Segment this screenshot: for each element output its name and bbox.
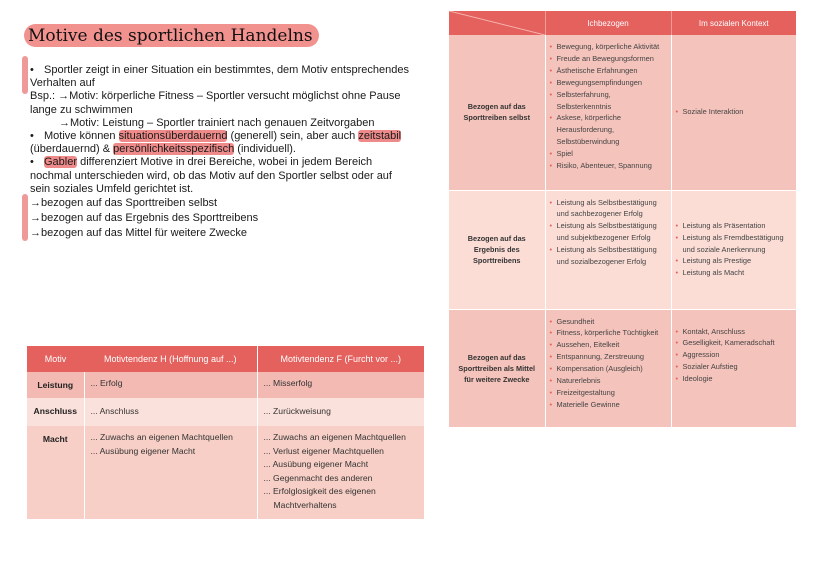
highlight-marker <box>22 56 28 94</box>
list-item: • Risiko, Abenteuer, Spannung <box>550 160 667 172</box>
list-item: • Leistung als Selbstbestätigung und sachbezogener Erfolg <box>550 197 667 221</box>
list-item: • Materielle Gewinne <box>550 399 667 411</box>
row-label: Macht <box>27 426 84 519</box>
highlight: Gabler <box>44 156 78 169</box>
column-header: Motiv <box>27 346 84 372</box>
list-item: • Selbsterfahrung, Selbsterkenntnis <box>550 89 667 113</box>
list-item: • Gesundheit <box>550 316 667 328</box>
row-label: Bezogen auf das Sporttreiben selbst <box>449 35 545 190</box>
table-row <box>27 398 424 426</box>
row-label: Anschluss <box>27 398 84 426</box>
table-row <box>449 309 796 427</box>
table-row <box>27 426 424 519</box>
column-header: Im sozialen Kontext <box>671 11 796 35</box>
list <box>550 41 667 172</box>
list-item: • Geselligkeit, Kameradschaft <box>676 337 793 349</box>
table-row <box>449 190 796 309</box>
list <box>550 197 667 268</box>
list-item: • Fitness, körperliche Tüchtigkeit <box>550 327 667 339</box>
highlight: zeitstabil <box>358 130 402 143</box>
list-item: • Naturerlebnis <box>550 375 667 387</box>
column-header: Motivtendenz F (Furcht vor ...) <box>257 346 424 372</box>
table-cell <box>545 190 671 309</box>
list-item: • Ideologie <box>676 373 793 385</box>
list-item: • Ästhetische Erfahrungen <box>550 65 667 77</box>
list-item: • Sozialer Aufstieg <box>676 361 793 373</box>
list-item: • Leistung als Präsentation <box>676 220 793 232</box>
arrow-line: →bezogen auf das Ergebnis des Sporttreibens <box>30 212 259 225</box>
list-item: • Kontakt, Anschluss <box>676 326 793 338</box>
row-label: Leistung <box>27 372 84 398</box>
arrow-line: →bezogen auf das Sporttreiben selbst <box>30 197 218 210</box>
list-item: • Leistung als Prestige <box>676 255 793 267</box>
example-line: Bsp.: →Motiv: körperliche Fitness – Sportler versucht möglichst ohne Pause lange zu schwimmen <box>30 90 401 116</box>
table-cell <box>545 309 671 427</box>
column-header: Ichbezogen <box>545 11 671 35</box>
table-cell <box>545 35 671 190</box>
notes-block <box>30 64 410 241</box>
list-item: • Leistung als Selbstbestätigung und sozialbezogener Erfolg <box>550 244 667 268</box>
table-cell: ... Zurückweisung <box>257 398 424 426</box>
list-item: • Leistung als Selbstbestätigung und subjektbezogener Erfolg <box>550 220 667 244</box>
column-header: Motivtendenz H (Hoffnung auf ...) <box>84 346 257 372</box>
arrow-line: →bezogen auf das Mittel für weitere Zwecke <box>30 227 248 240</box>
highlight-marker <box>22 194 28 241</box>
list-item: • Aggression <box>676 349 793 361</box>
list-item: • Freude an Bewegungsformen <box>550 53 667 65</box>
list-item: • Freizeitgestaltung <box>550 387 667 399</box>
highlight: situationsüberdauernd <box>118 130 228 143</box>
table-cell: ... Zuwachs an eigenen Machtquellen ... Verlust eigener Machtquellen ... Ausübung eigener Macht ... Gegenmacht des anderen ... Erfolglosigkeit des eigenen Machtverhaltens <box>257 426 424 519</box>
diagonal-header-cell <box>449 11 545 35</box>
table-cell: ... Anschluss <box>84 398 257 426</box>
note-text: Sportler zeigt in einer Situation ein bestimmtes, dem Motiv entsprechendes Verhalten auf <box>30 64 410 90</box>
list-item: • Leistung als Fremdbestätigung und soziale Anerkennung <box>676 232 793 256</box>
list-item: • Bewegungsempfindungen <box>550 77 667 89</box>
list-item: • Aussehen, Eitelkeit <box>550 339 667 351</box>
table-cell: ... Misserfolg <box>257 372 424 398</box>
table-row <box>449 35 796 190</box>
diagonal-line <box>449 11 545 35</box>
list <box>676 220 793 280</box>
list-item: • Spiel <box>550 148 667 160</box>
table-cell: ... Erfolg <box>84 372 257 398</box>
list-item: • Entspannung, Zerstreuung <box>550 351 667 363</box>
highlight: persönlichkeitsspezifisch <box>113 143 235 156</box>
note-line: • Sportler zeigt in einer Situation ein bestimmtes, dem Motiv entsprechendes Verhalten auf <box>30 64 410 90</box>
row-label: Bezogen auf das Ergebnis des Sporttreibens <box>449 190 545 309</box>
list <box>550 316 667 411</box>
note-line: • Gabler differenziert Motive in drei Bereiche, wobei in jedem Bereich nochmal unterschieden wird, ob das Motiv auf den Sportler selbst oder auf sein soziales Umfeld gerichtet ist. <box>30 156 392 195</box>
table-cell <box>671 309 796 427</box>
table-cell: ... Zuwachs an eigenen Machtquellen ... Ausübung eigener Macht <box>84 426 257 519</box>
note-line: • Motive können situationsüberdauernd (generell) sein, aber auch zeitstabil (überdauernd) & persönlichkeitsspezifisch (individuell). <box>30 130 402 156</box>
row-label: Bezogen auf das Sporttreiben als Mittel für weitere Zwecke <box>449 309 545 427</box>
list-item: • Kompensation (Ausgleich) <box>550 363 667 375</box>
motiv-table <box>27 346 424 519</box>
list <box>676 326 793 386</box>
table-cell <box>671 35 796 190</box>
table-row <box>27 372 424 398</box>
list-item: • Askese, körperliche Herausforderung, Selbstüberwindung <box>550 112 667 148</box>
list-item: • Leistung als Macht <box>676 267 793 279</box>
list-item: • Bewegung, körperliche Aktivität <box>550 41 667 53</box>
example-line-2: →Motiv: Leistung – Sportler trainiert nach genauen Zeitvorgaben <box>59 116 375 129</box>
page-title: Motive des sportlichen Handelns <box>24 24 319 47</box>
list-item: • Soziale Interaktion <box>676 106 793 118</box>
table-cell <box>671 190 796 309</box>
motive-classification-table <box>449 11 796 428</box>
list <box>676 106 793 118</box>
